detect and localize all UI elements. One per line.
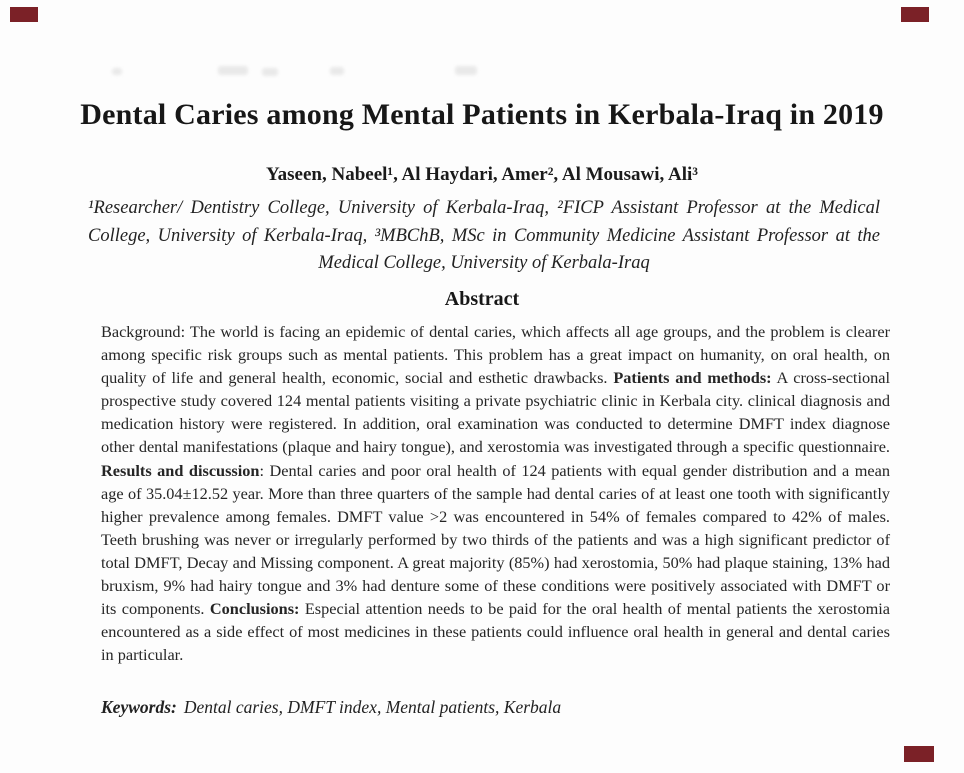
abstract-text: Background: The world is facing an epidemic of dental caries, which affects all age groups, and the problem is clearer among specific risk groups such as mental patients. This problem has a great impact on humanity, on oral health, on quality of life and general health, economic, social and esthetic drawbacks. Patients and methods: A cross-sectional prospective study covered 124 mental patients visiting a private psychiatric clinic in Kerbala city. clinical diagnosis and medication history were registered. In addition, oral examination was conducted to determine DMFT index diagnose other dental manifestations (plaque and hairy tongue), and xerostomia was investigated through a specific questionnaire. Results and discussion: Dental caries and poor oral health of 124 patients with equal gender distribution and a mean age of 35.04±12.52 year. More than three quarters of the sample had dental caries of at least one tooth with significantly higher prevalence among females. DMFT value >2 was encountered in 54% of females compared to 42% of males. Teeth brushing was never or irregularly performed by two thirds of the patients and was a high significant predictor of total DMFT, Decay and Missing component. A great majority (85%) had xerostomia, 50% had plaque staining, 13% had bruxism, 9% had hairy tongue and 3% had denture some of these conditions were positively associated with DMFT or its components. Conclusions: Especial attention needs to be paid for the oral health of mental patients the xerostomia encountered as a side effect of most medicines in these patients could influence oral health in general and dental caries in particular. xyxy=(101,322,891,665)
scan-artifact xyxy=(112,68,122,75)
authors-line: Yaseen, Nabeel¹, Al Haydari, Amer², Al Mousawi, Ali³ xyxy=(266,164,698,185)
keywords-line xyxy=(101,697,890,718)
scan-artifact xyxy=(330,67,344,75)
keywords-label: Keywords: xyxy=(101,697,177,717)
redaction-mark-bottom-right xyxy=(904,746,934,762)
paper-title: Dental Caries among Mental Patients in Kerbala-Iraq in 2019 xyxy=(80,98,884,132)
keywords-value: Dental caries, DMFT index, Mental patients, Kerbala xyxy=(183,697,562,717)
abstract-heading: Abstract xyxy=(444,288,520,310)
affiliations: ¹Researcher/ Dentistry College, University of Kerbala-Iraq, ²FICP Assistant Professor at the Medical College, University of Kerbala-Iraq, ³MBChB, MSc in Community Medicine Assistant Professor at the Medical College, University of Kerbala-Iraq xyxy=(88,198,880,273)
scan-artifact xyxy=(262,68,278,76)
redaction-mark-top-left xyxy=(10,7,38,22)
scan-artifact xyxy=(218,66,248,75)
redaction-mark-top-right xyxy=(901,7,929,22)
scan-artifact xyxy=(455,66,477,75)
